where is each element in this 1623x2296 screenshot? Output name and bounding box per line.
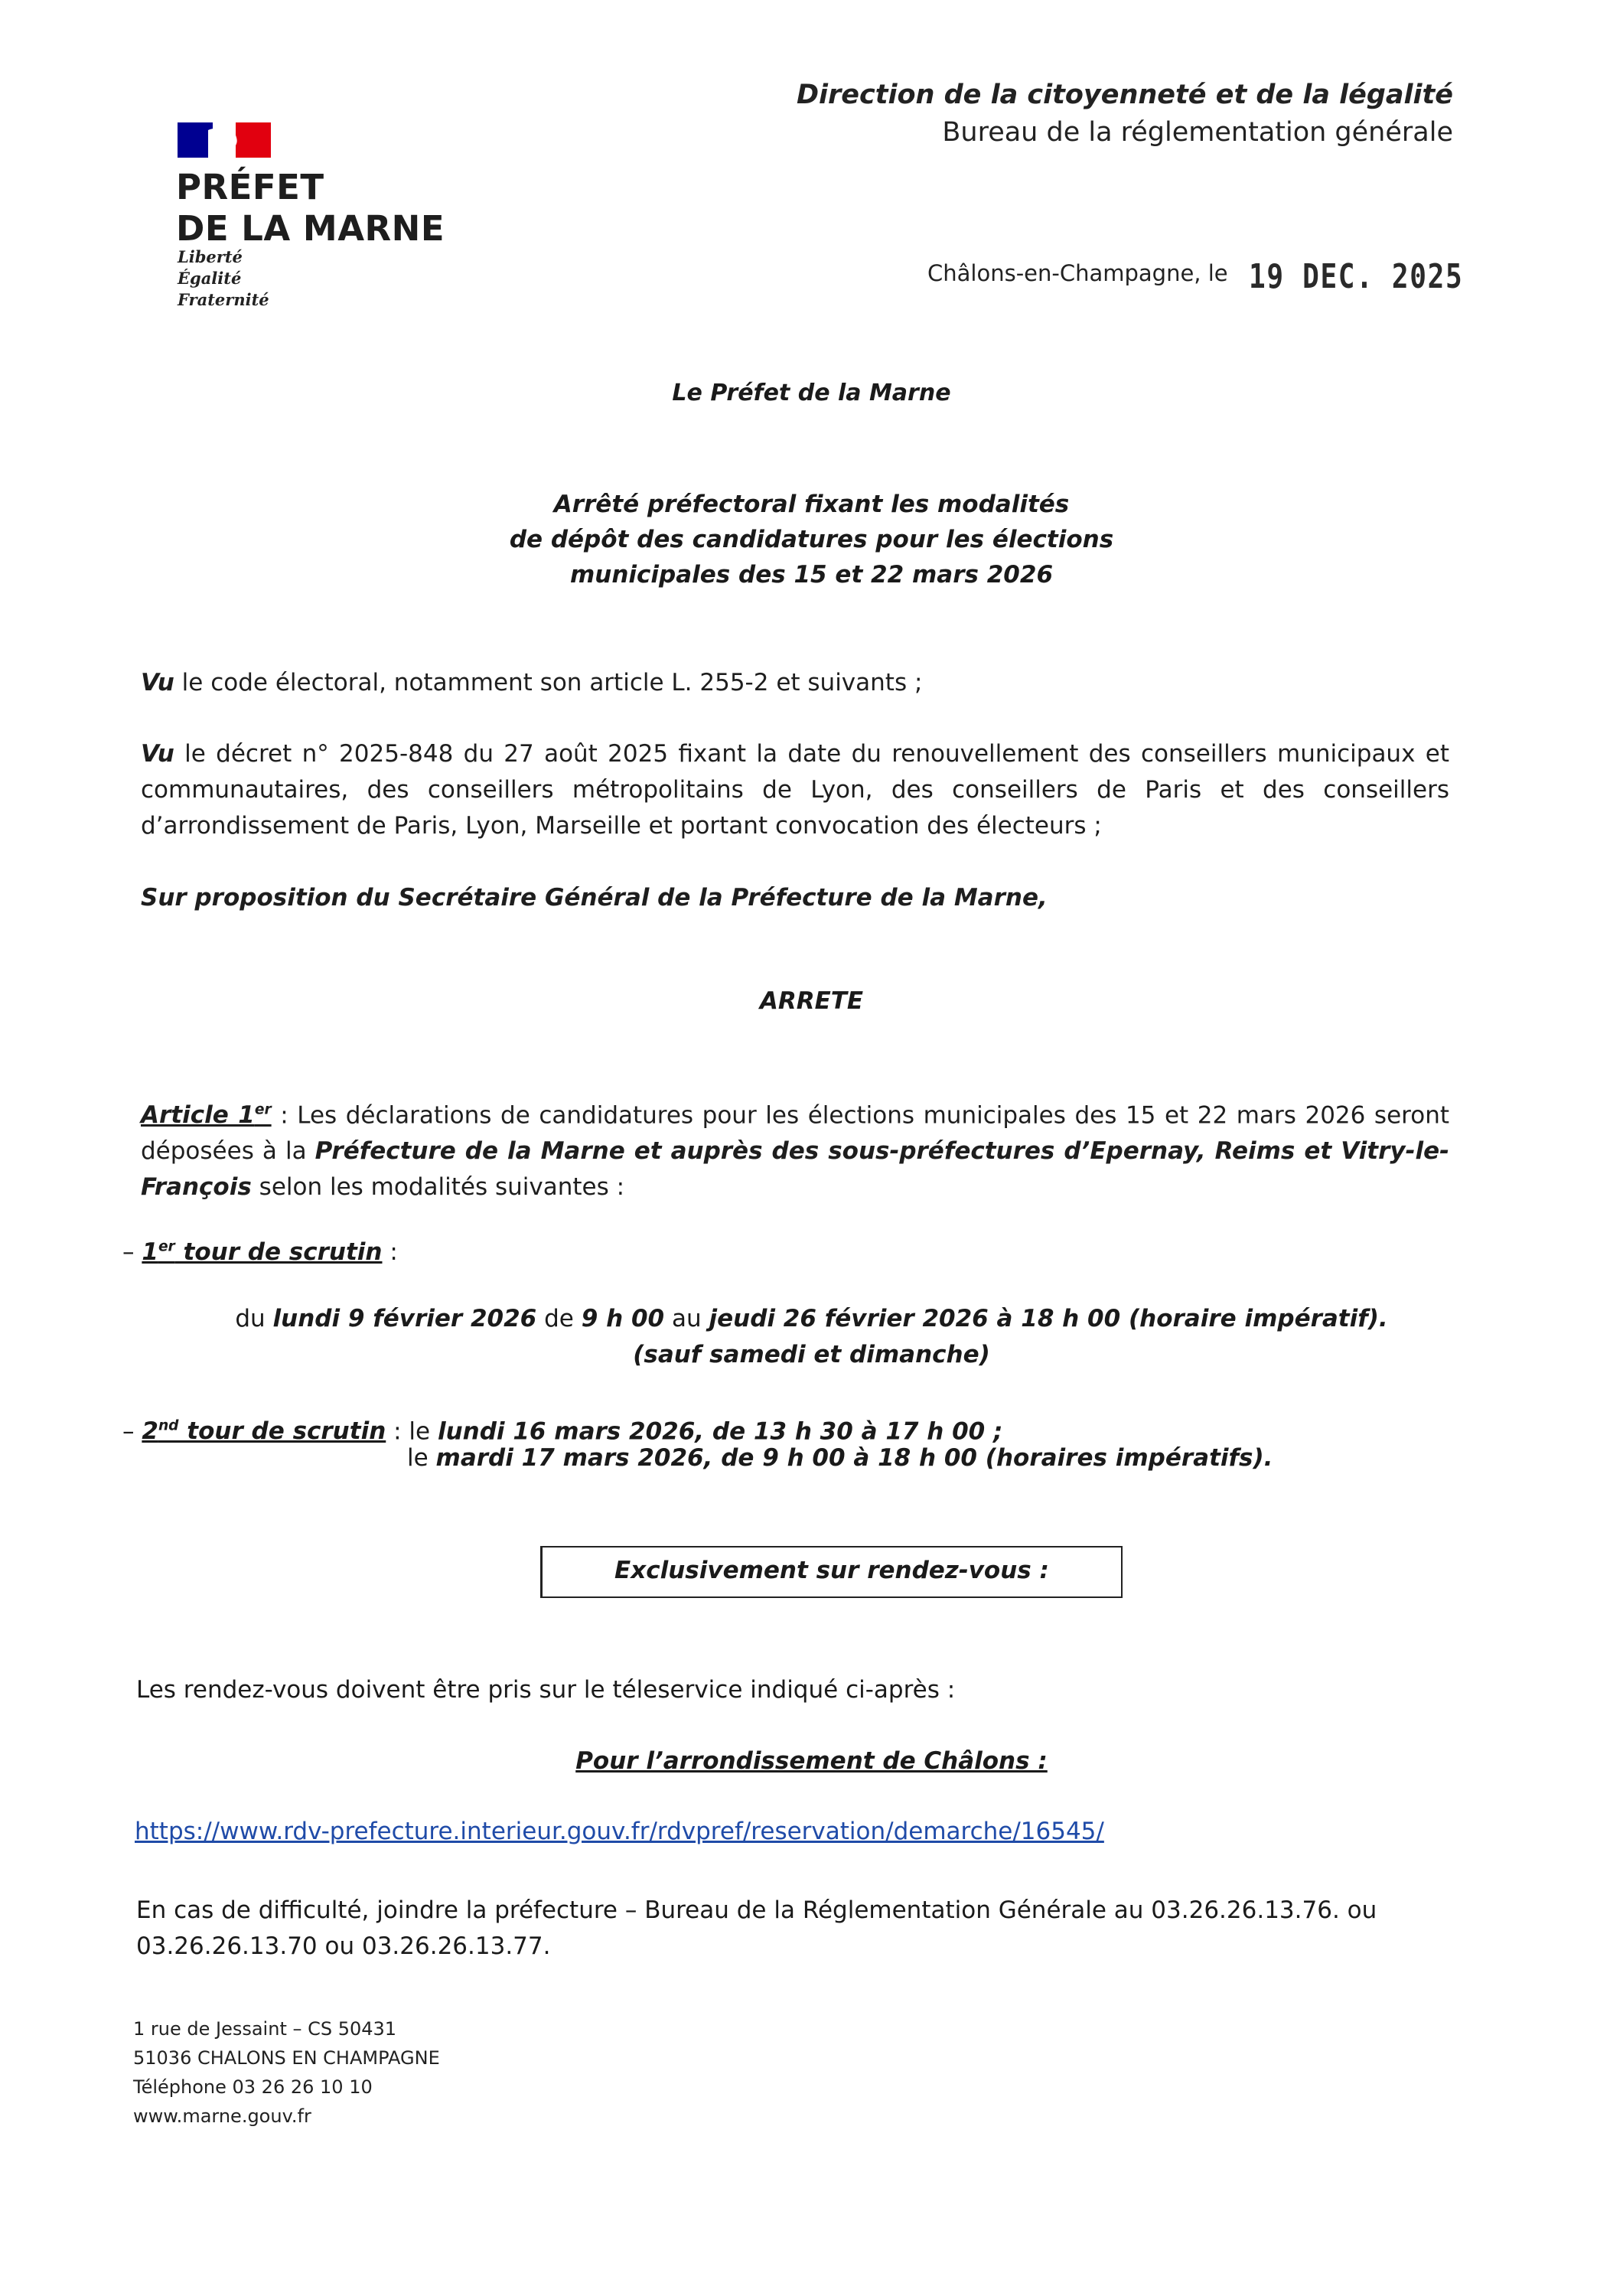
motto-fraternite: Fraternité	[178, 290, 269, 309]
rdv-box-text: Exclusivement sur rendez-vous :	[614, 1557, 1049, 1584]
address-line2: 51036 CHALONS EN CHAMPAGNE	[133, 2047, 440, 2069]
tour-2-line1: – 2nd tour de scrutin : le lundi 16 mars 2026, de 13 h 30 à 17 h 00 ;	[122, 1417, 1003, 1446]
vu-lead: Vu	[141, 740, 174, 768]
date-stamp: 19 DEC. 2025	[1249, 257, 1464, 296]
article-1-label: Article 1er	[141, 1101, 272, 1130]
article-1-text-c: selon les modalités suivantes :	[251, 1173, 625, 1202]
rdv-intro: Les rendez-vous doivent être pris sur le téleservice indiqué ci-après :	[136, 1676, 956, 1704]
flag-red	[236, 122, 271, 158]
rdv-box	[540, 1546, 1123, 1598]
article-1-text-a: : Les déclarations de candidatures pour les élections municipales des 15 et 22 mars 2026 seront déposées à la	[141, 1101, 1449, 1166]
tour-1-label: 1er tour de scrutin	[142, 1238, 383, 1266]
tour-1-dates	[0, 1301, 1623, 1373]
address-line1: 1 rue de Jessaint – CS 50431	[133, 2018, 397, 2040]
logo-title-line2: DE LA MARNE	[176, 208, 445, 249]
article-1-places: Préfecture de la Marne et auprès des sous-préfectures d’Epernay, Reims et Vitry-le-François	[141, 1137, 1449, 1202]
logo-title	[176, 167, 445, 249]
marianne-flag-icon	[178, 122, 271, 158]
title-line2: de dépôt des candidatures pour les élections	[509, 526, 1114, 553]
tour-1-line2: (sauf samedi et dimanche)	[633, 1341, 990, 1368]
vu-lead: Vu	[141, 669, 174, 696]
title-line1: Arrêté préfectoral fixant les modalités	[553, 491, 1070, 518]
arrete-heading: ARRETE	[759, 987, 864, 1015]
prefet-heading: Le Préfet de la Marne	[672, 380, 951, 406]
vu1-text: le code électoral, notamment son article L. 255-2 et suivants ;	[174, 669, 923, 696]
difficulty-contact: En cas de difficulté, joindre la préfecture – Bureau de la Réglementation Générale au 03.26.26.13.76. ou 03.26.26.13.70 ou 03.26.26.13.77.	[136, 1896, 1377, 1960]
title-line3: municipales des 15 et 22 mars 2026	[569, 561, 1054, 589]
address-phone: Téléphone 03 26 26 10 10	[133, 2076, 373, 2098]
vu-decret	[141, 736, 1449, 844]
motto-liberte: Liberté	[178, 247, 243, 266]
address-website[interactable]: www.marne.gouv.fr	[133, 2105, 311, 2127]
tour-1-heading: – 1er tour de scrutin :	[122, 1238, 398, 1266]
arrondissement-heading: Pour l’arrondissement de Châlons :	[575, 1747, 1048, 1775]
direction-heading: Direction de la citoyenneté et de la légalité	[796, 80, 1453, 110]
tour-2-label: 2nd tour de scrutin	[142, 1417, 386, 1446]
vu-code-electoral	[141, 665, 1449, 701]
tour-2-line2: le mardi 17 mars 2026, de 9 h 00 à 18 h 00 (horaires impératifs).	[407, 1444, 1273, 1472]
motto-egalite: Égalité	[178, 269, 242, 288]
vu2-text: le décret n° 2025-848 du 27 août 2025 fixant la date du renouvellement des conseillers municipaux et communautaires, des conseillers métropolitains de Lyon, des conseillers de Paris et des conseillers d’arrondissement de Paris, Lyon, Marseille et portant convocation des électeurs ;	[141, 740, 1449, 840]
rdv-teleservice-link[interactable]: https://www.rdv-prefecture.interieur.gouv.fr/rdvpref/reservation/demarche/16545/	[135, 1818, 1104, 1845]
place-label: Châlons-en-Champagne, le	[927, 260, 1228, 286]
arrete-title	[0, 487, 1623, 592]
proposition-line: Sur proposition du Secrétaire Général de la Préfecture de la Marne,	[141, 884, 1048, 912]
logo-motto	[178, 246, 269, 311]
address-footer	[133, 2014, 440, 2131]
logo-title-line1: PRÉFET	[176, 167, 324, 207]
flag-blue	[178, 122, 213, 158]
tour-1-line1: du lundi 9 février 2026 de 9 h 00 au jeudi 26 février 2026 à 18 h 00 (horaire impératif).	[235, 1305, 1388, 1332]
bureau-heading: Bureau de la réglementation générale	[942, 117, 1453, 148]
article-1	[141, 1092, 1449, 1205]
